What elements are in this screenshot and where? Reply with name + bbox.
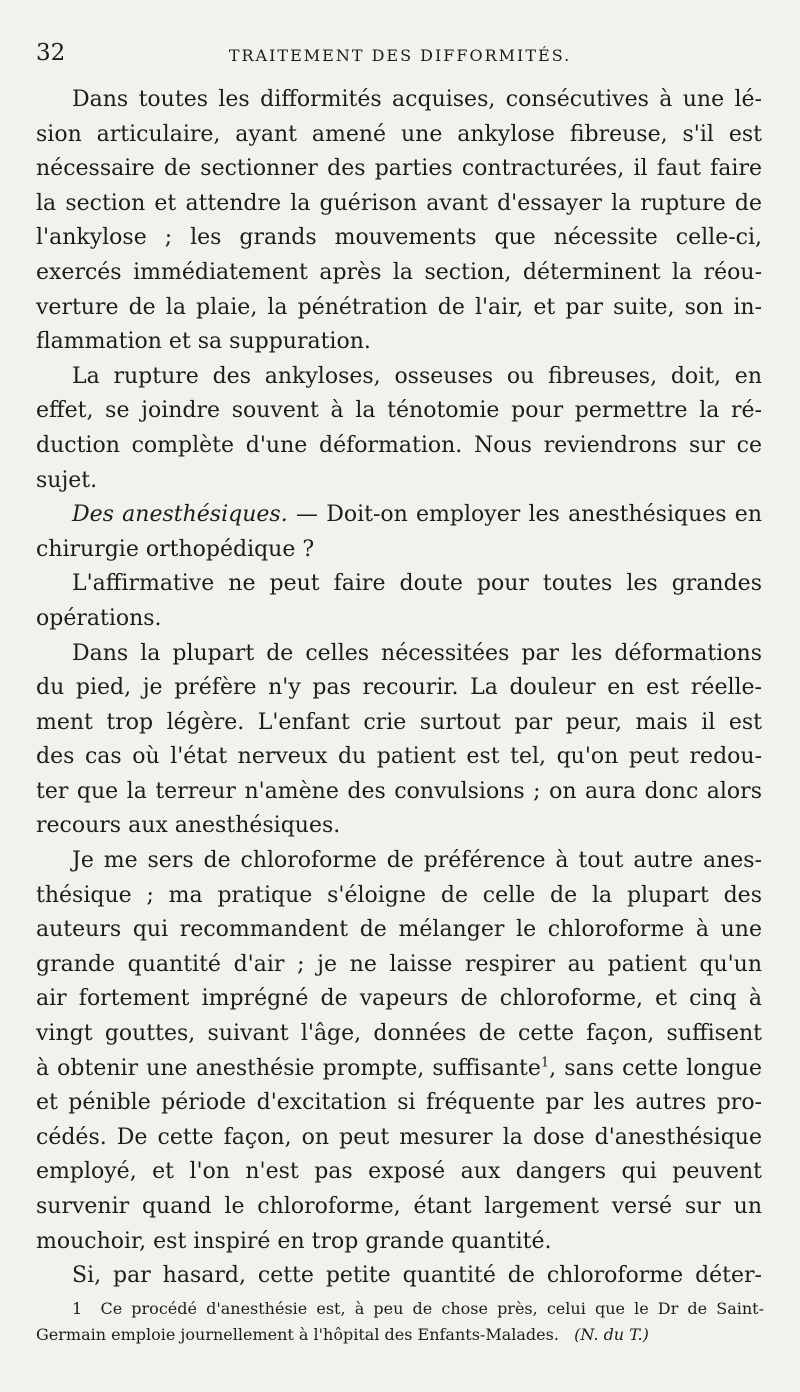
text-line: des cas où l'état nerveux du patient est tel, qu'on peut redou- bbox=[36, 744, 762, 770]
text-line: l'ankylose ; les grands mouvements que nécessite celle-ci, bbox=[36, 225, 762, 251]
body-text bbox=[36, 83, 762, 1294]
text-line: thésique ; ma pratique s'éloigne de celle de la plupart des bbox=[36, 882, 762, 908]
footnote-marker: 1 bbox=[72, 1299, 83, 1318]
text-line: effet, se joindre souvent à la ténotomie pour permettre la ré- bbox=[36, 398, 762, 424]
text-line: Je me sers de chloroforme de préférence à tout autre anes- bbox=[72, 848, 762, 874]
text-line: nécessaire de sectionner des parties contracturées, il faut faire bbox=[36, 156, 762, 182]
footnote-reference: 1 bbox=[540, 1055, 550, 1071]
text-line: Dans toutes les difformités acquises, consécutives à une lé- bbox=[72, 87, 762, 112]
text-line: Si, par hasard, cette petite quantité de chloroforme déter- bbox=[72, 1263, 762, 1289]
text-line: L'affirmative ne peut faire doute pour toutes les grandes bbox=[72, 571, 762, 597]
text-line: survenir quand le chloroforme, étant largement versé sur un bbox=[36, 1194, 762, 1219]
running-head: TRAITEMENT DES DIFFORMITÉS. bbox=[228, 46, 572, 65]
page-number: 32 bbox=[36, 40, 66, 66]
text-line: du pied, je préfère n'y pas recourir. La douleur en est réelle- bbox=[36, 675, 762, 701]
text-fragment: à obtenir une anesthésie prompte, suffisante bbox=[36, 1055, 541, 1081]
footnote-line bbox=[36, 1296, 764, 1322]
text-line: employé, et l'on n'est pas exposé aux dangers qui peuvent bbox=[36, 1159, 762, 1185]
text-line: opérations. bbox=[36, 605, 162, 631]
text-line: ter que la terreur n'amène des convulsions ; on aura donc alors bbox=[36, 778, 762, 804]
text-line: vingt gouttes, suivant l'âge, données de cette façon, suffisent bbox=[36, 1021, 762, 1047]
text-line: Dans la plupart de celles nécessitées par les déformations bbox=[72, 640, 762, 666]
text-line: duction complète d'une déformation. Nous reviendrons sur ce bbox=[36, 432, 762, 458]
text-fragment: — Doit-on employer les anesthésiques en bbox=[295, 502, 762, 528]
footnote-text: Ce procédé d'anesthésie est, à peu de chose près, celui que le Dr de Saint- bbox=[100, 1299, 765, 1318]
text-line: ment trop légère. L'enfant crie surtout par peur, mais il est bbox=[36, 709, 762, 735]
footnote-attribution: (N. du T.) bbox=[574, 1325, 649, 1344]
text-line: et pénible période d'excitation si fréquente par les autres pro- bbox=[36, 1090, 762, 1116]
text-line: verture de la plaie, la pénétration de l'air, et par suite, son in- bbox=[36, 294, 762, 320]
footnote bbox=[36, 1296, 764, 1348]
text-line: air fortement imprégné de vapeurs de chloroforme, et cinq à bbox=[36, 986, 762, 1012]
section-heading-line bbox=[36, 498, 762, 533]
text-line: la section et attendre la guérison avant d'essayer la rupture de bbox=[36, 190, 762, 216]
text-line: mouchoir, est inspiré en trop grande quantité. bbox=[36, 1228, 552, 1254]
text-line: grande quantité d'air ; je ne laisse respirer au patient qu'un bbox=[36, 951, 762, 977]
footnote-text: Germain emploie journellement à l'hôpital des Enfants-Malades. bbox=[36, 1325, 559, 1344]
text-line: cédés. De cette façon, on peut mesurer la dose d'anesthésique bbox=[36, 1124, 762, 1150]
text-line: auteurs qui recommandent de mélanger le chloroforme à une bbox=[36, 917, 762, 943]
text-line: exercés immédiatement après la section, déterminent la réou- bbox=[36, 259, 762, 285]
page-header bbox=[36, 40, 764, 74]
text-line: La rupture des ankyloses, osseuses ou fibreuses, doit, en bbox=[72, 363, 762, 389]
text-line: recours aux anesthésiques. bbox=[36, 813, 341, 839]
text-fragment: , sans cette longue bbox=[549, 1055, 762, 1081]
text-line: chirurgie orthopédique ? bbox=[36, 536, 315, 562]
text-line: flammation et sa suppuration. bbox=[36, 329, 371, 355]
text-line: sion articulaire, ayant amené une ankylose fibreuse, s'il est bbox=[36, 121, 762, 147]
section-heading: Des anesthésiques. bbox=[72, 502, 288, 528]
footnote-line bbox=[36, 1322, 764, 1348]
text-line: sujet. bbox=[36, 467, 98, 493]
text-line-with-footnote bbox=[36, 1052, 762, 1087]
